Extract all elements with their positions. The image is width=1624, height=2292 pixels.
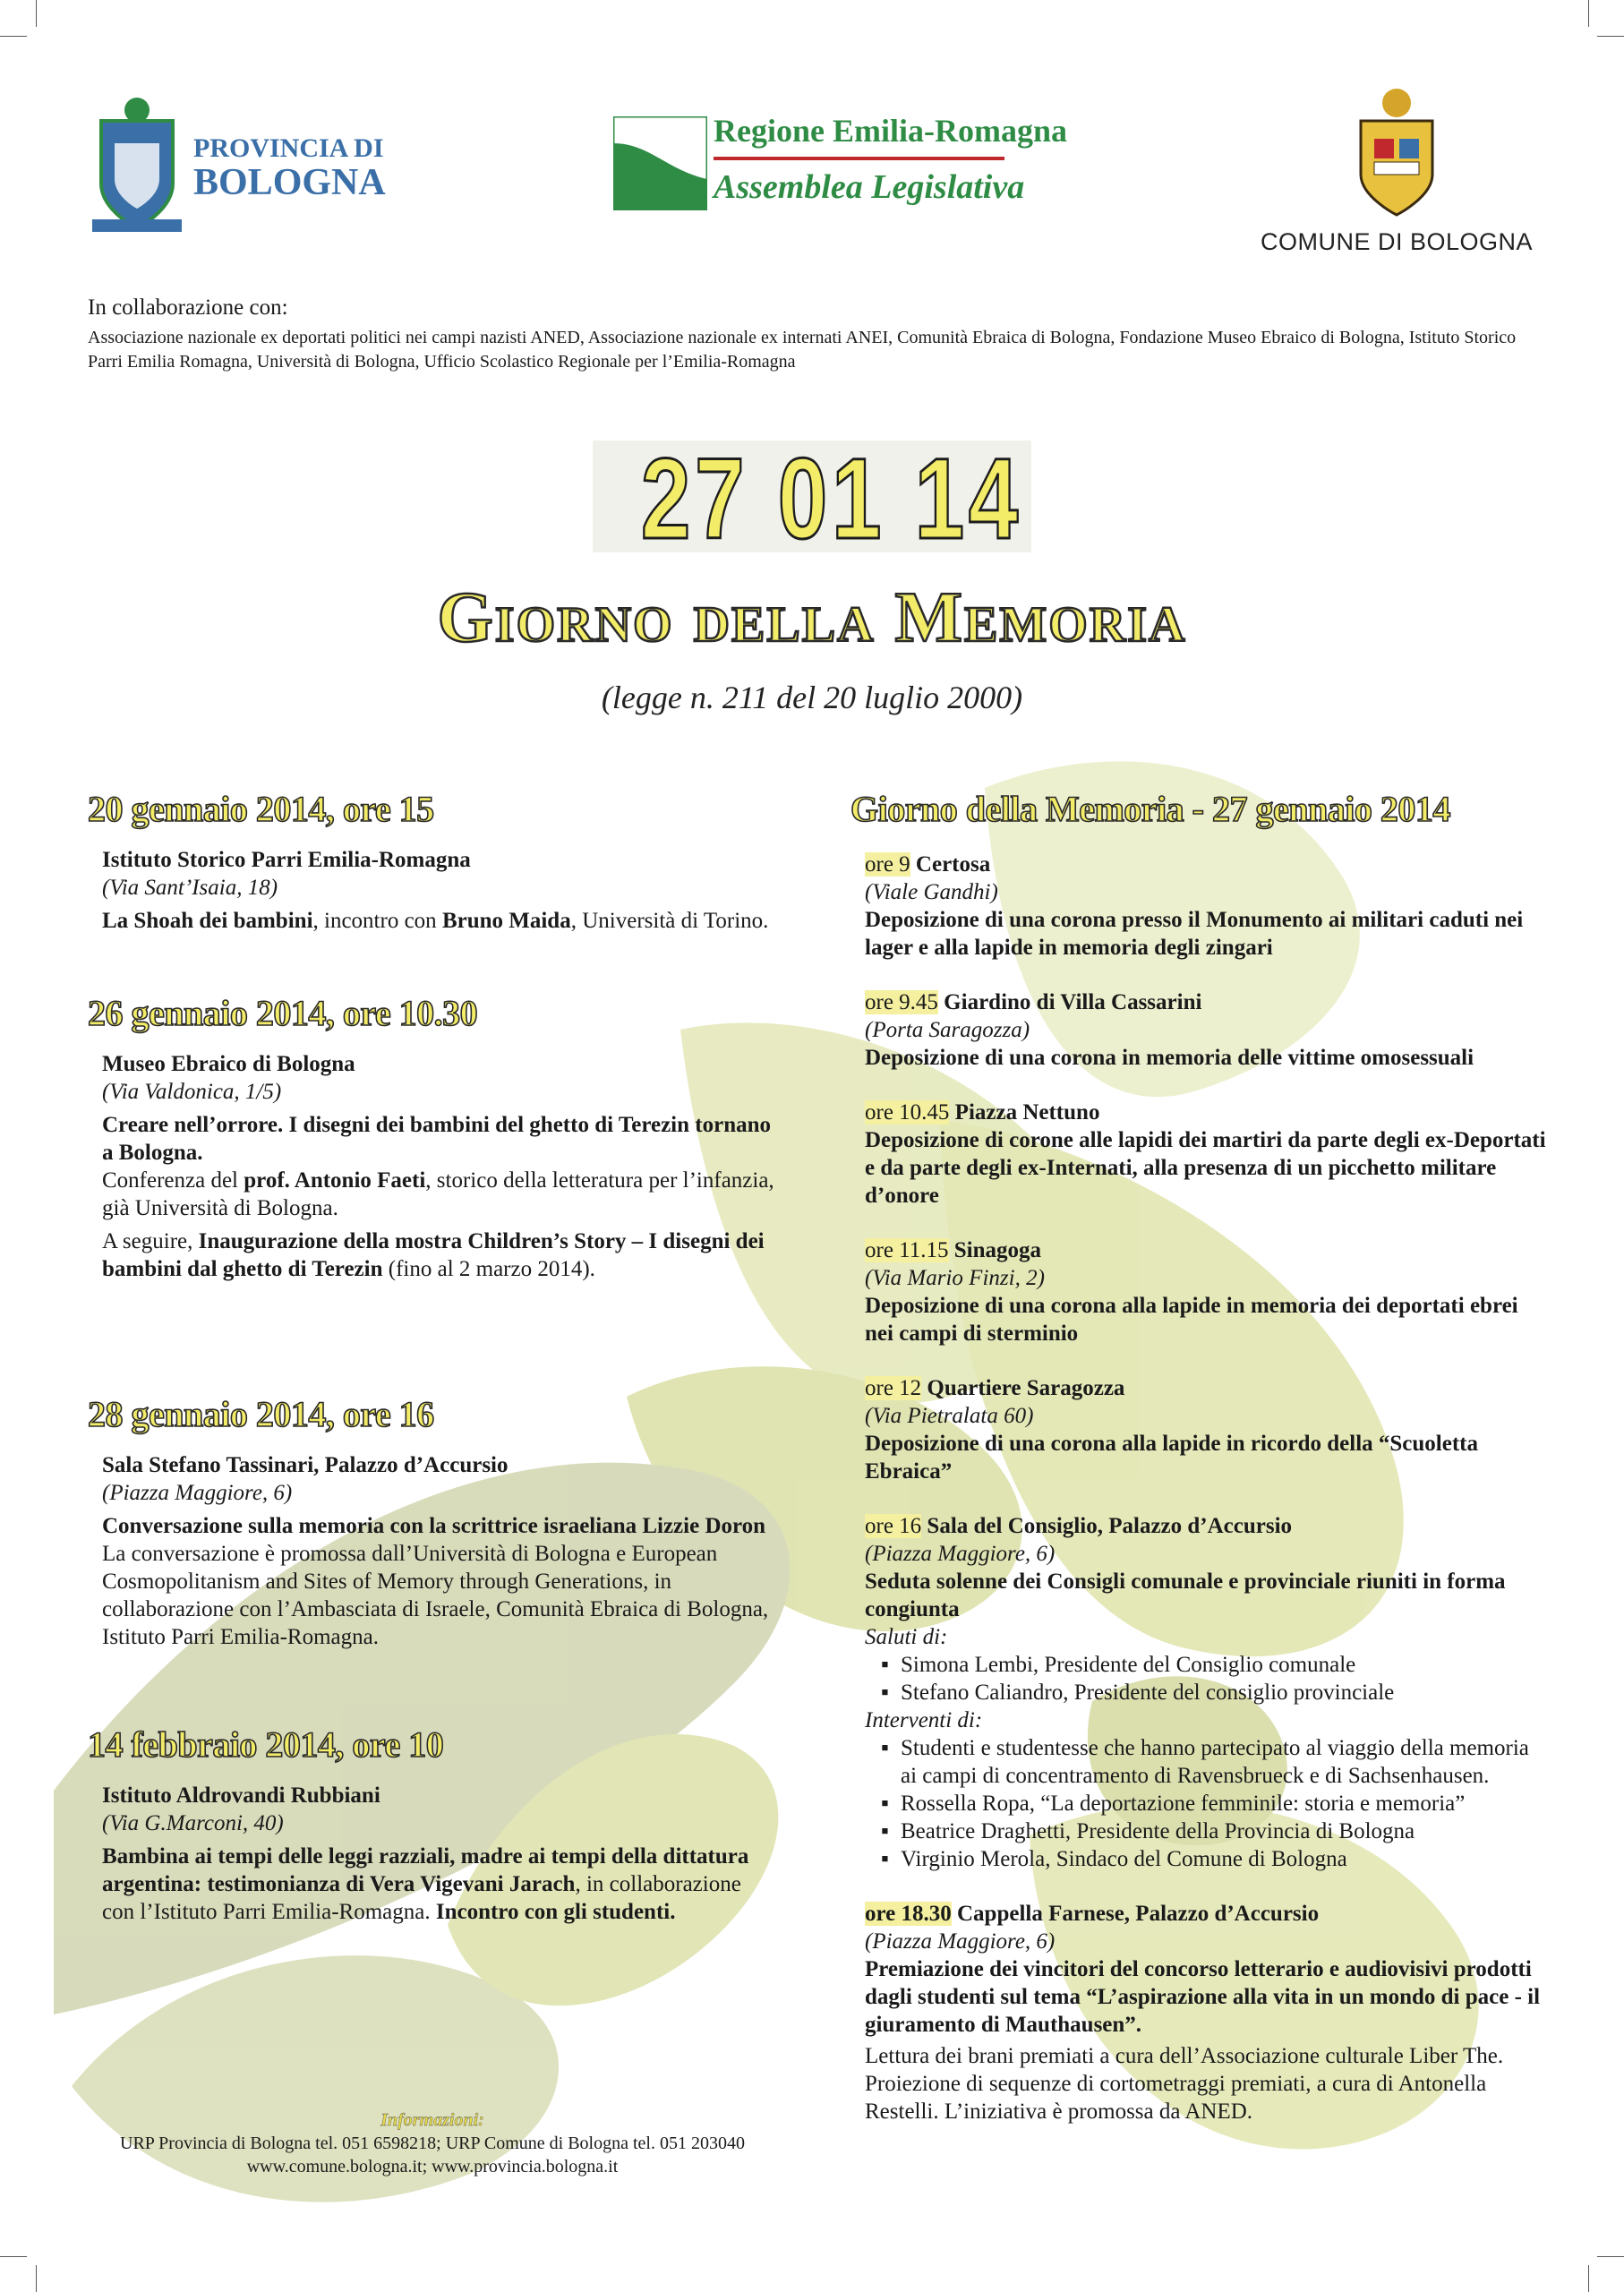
provincia-di-bologna-logo — [88, 94, 392, 246]
event-place: Certosa — [915, 852, 991, 877]
event-description: Deposizione di una corona presso il Monumento ai militari caduti nei lager e alla lapide in memoria degli zingari — [865, 908, 1524, 960]
comune-di-bologna-logo — [1249, 85, 1544, 264]
event-title: La Shoah dei bambini — [102, 909, 313, 933]
regione-emblem-icon — [613, 116, 707, 210]
schedule-item — [865, 1374, 1549, 1485]
event-address: (Via Valdonica, 1/5) — [102, 1080, 282, 1104]
right-column — [850, 788, 1549, 2220]
event-address: (Via Sant’Isaia, 18) — [102, 876, 278, 900]
comune-crest-icon — [1347, 85, 1446, 219]
event-text: A seguire, — [102, 1229, 199, 1253]
event-description — [102, 1227, 777, 1283]
event-description — [102, 1843, 777, 1926]
regione-divider — [714, 157, 1004, 160]
collaboration-title: In collaborazione con: — [88, 295, 288, 320]
info-section — [88, 2108, 777, 2178]
saluti-label: Saluti di: — [865, 1625, 948, 1649]
event-place: Quartiere Saragozza — [927, 1376, 1125, 1400]
event-address: (Piazza Maggiore, 6) — [865, 1542, 1056, 1566]
comune-label: COMUNE DI BOLOGNA — [1260, 228, 1534, 255]
event-place: Cappella Farnese, Palazzo d’Accursio — [957, 1902, 1320, 1926]
event-time: ore 10.45 — [865, 1100, 950, 1125]
event-description: Premiazione dei vincitori del concorso letterario e audiovisivi prodotti dagli studenti sul tema “L’aspirazione alla vita in un mondo di pace - il giuramento di Mauthausen”. — [865, 1957, 1541, 2037]
schedule-item — [865, 1900, 1549, 2125]
exhibition-title: Inaugurazione della mostra Children’s Story – I disegni dei bambini dal ghetto di Terezin — [102, 1229, 765, 1281]
event-text: , Università di Torino. — [570, 909, 769, 933]
event-heading: 26 gennaio 2014, ore 10.30 — [88, 993, 478, 1033]
event-address: (Via G.Marconi, 40) — [102, 1811, 284, 1835]
event-venue: Museo Ebraico di Bologna — [102, 1052, 355, 1076]
event-text: Conferenza del — [102, 1168, 244, 1193]
saluti-list — [865, 1651, 1549, 1706]
event-place: Giardino di Villa Cassarini — [944, 990, 1202, 1014]
schedule-item — [865, 1099, 1549, 1210]
provincia-line1: PROVINCIA DI — [193, 133, 384, 163]
event-heading: 28 gennaio 2014, ore 16 — [88, 1394, 434, 1434]
collaboration-body: Associazione nazionale ex deportati politici nei campi nazisti ANED, Associazione nazionale ex internati ANEI, Comunità Ebraica di Bologna, Fondazione Museo Ebraico di Bologna, Istituto Storico Parri Emilia Romagna, Università di Bologna, Ufficio Scolastico Regionale per l’Emilia-Romagna — [88, 328, 1517, 372]
event-description — [102, 907, 777, 935]
schedule-item — [865, 988, 1549, 1072]
regione-emilia-romagna-logo — [613, 112, 1067, 224]
schedule-item — [865, 1512, 1549, 1873]
event-text: , incontro con — [312, 909, 442, 933]
event-address: (Porta Saragozza) — [865, 1018, 1030, 1042]
provincia-crest-icon — [88, 94, 186, 237]
event-speaker: prof. Antonio Faeti — [244, 1168, 426, 1193]
event-note: Lettura dei brani premiati a cura dell’Associazione culturale Liber The. Proiezione di sequenze di cortometraggi premiati, a cura di Antonella Restelli. L’iniziativa è promossa da ANED. — [865, 2044, 1504, 2124]
event-text: , in collaborazione con l’Istituto Parri Emilia-Romagna. — [102, 1872, 741, 1924]
event-venue: Istituto Storico Parri Emilia-Romagna — [102, 848, 471, 872]
event-description: La conversazione è promossa dall’Università di Bologna e European Cosmopolitanism and Sites of Memory through Generations, in collaborazione con l’Ambasciata di Israele, Comunità Ebraica di Bologna, Istituto Parri Emilia-Romagna. — [102, 1542, 769, 1649]
event-block — [88, 788, 777, 935]
event-description: Deposizione di una corona alla lapide in memoria dei deportati ebrei nei campi di sterminio — [865, 1294, 1518, 1346]
event-address: (Piazza Maggiore, 6) — [865, 1929, 1056, 1954]
event-time: ore 9.45 — [865, 990, 938, 1014]
event-time: ore 16 — [865, 1514, 922, 1538]
page-title: Giorno della Memoria — [437, 578, 1187, 657]
regione-line2: Assemblea Legislativa — [714, 168, 1025, 206]
event-title: Conversazione sulla memoria con la scrittrice israeliana Lizzie Doron — [102, 1514, 766, 1538]
event-time: ore 11.15 — [865, 1238, 949, 1262]
event-note: Incontro con gli studenti. — [435, 1900, 676, 1924]
event-title: Bambina ai tempi delle leggi razziali, madre ai tempi della dittatura argentina: testimonianza di Vera Vigevani Jarach — [102, 1844, 749, 1896]
list-item: ▪ Virginio Merola, Sindaco del Comune di Bologna — [881, 1845, 1549, 1873]
schedule-item — [865, 851, 1549, 962]
event-address: (Viale Gandhi) — [865, 880, 998, 904]
collaboration-section — [88, 295, 1538, 374]
left-column — [88, 788, 777, 2131]
event-block — [88, 1723, 777, 1926]
schedule-item — [865, 1236, 1549, 1347]
list-item: ▪ Stefano Caliandro, Presidente del consiglio provinciale — [881, 1679, 1549, 1706]
event-description: Deposizione di corone alle lapidi dei martiri da parte degli ex-Deportati e da parte degli ex-Internati, alla presenza di un picchetto militare d’onore — [865, 1128, 1546, 1208]
law-reference: (legge n. 211 del 20 luglio 2000) — [601, 680, 1023, 715]
event-address: (Piazza Maggiore, 6) — [102, 1481, 293, 1505]
list-item: ▪ Simona Lembi, Presidente del Consiglio comunale — [881, 1651, 1549, 1679]
list-item: ▪ Rossella Ropa, “La deportazione femminile: storia e memoria” — [881, 1790, 1549, 1817]
event-time: ore 9 — [865, 852, 910, 877]
event-text: , storico della letteratura per l’infanzia, già Università di Bologna. — [102, 1168, 774, 1220]
right-heading: Giorno della Memoria - 27 gennaio 2014 — [850, 789, 1450, 829]
event-speaker: Bruno Maida — [441, 909, 571, 933]
event-description — [102, 1167, 777, 1222]
event-venue: Istituto Aldrovandi Rubbiani — [102, 1783, 380, 1808]
date-banner — [593, 435, 1031, 563]
event-venue: Sala Stefano Tassinari, Palazzo d’Accursio — [102, 1453, 509, 1477]
event-place: Piazza Nettuno — [954, 1100, 1100, 1125]
event-place: Sala del Consiglio, Palazzo d’Accursio — [927, 1514, 1293, 1538]
event-block — [88, 1393, 777, 1651]
list-item: ▪ Studenti e studentesse che hanno partecipato al viaggio della memoria ai campi di concentramento di Ravensbrueck e di Sachsenhausen. — [881, 1734, 1549, 1790]
event-time: ore 18.30 — [865, 1902, 952, 1926]
event-heading: 20 gennaio 2014, ore 15 — [88, 789, 434, 829]
interventi-list — [865, 1734, 1549, 1873]
provincia-line2: BOLOGNA — [193, 161, 386, 203]
info-title: Informazioni: — [380, 2110, 484, 2130]
info-websites: www.comune.bologna.it; www.provincia.bologna.it — [246, 2157, 619, 2177]
regione-line1: Regione Emilia-Romagna — [714, 113, 1067, 149]
event-description: Seduta solenne dei Consigli comunale e provinciale riuniti in forma congiunta — [865, 1569, 1506, 1621]
event-description: Deposizione di una corona alla lapide in ricordo della “Scuoletta Ebraica” — [865, 1432, 1478, 1484]
event-block — [88, 992, 777, 1283]
interventi-label: Interventi di: — [865, 1708, 983, 1732]
event-description: Deposizione di una corona in memoria delle vittime omosessuali — [865, 1046, 1474, 1070]
event-place: Sinagoga — [953, 1238, 1042, 1262]
list-item: ▪ Beatrice Draghetti, Presidente della Provincia di Bologna — [881, 1817, 1549, 1845]
event-title: Creare nell’orrore. I disegni dei bambini del ghetto di Terezin tornano a Bologna. — [102, 1113, 771, 1165]
event-date: 27 01 14 — [640, 435, 1022, 563]
event-time: ore 12 — [865, 1376, 922, 1400]
event-heading: 14 febbraio 2014, ore 10 — [88, 1724, 444, 1765]
info-contacts: URP Provincia di Bologna tel. 051 6598218; URP Comune di Bologna tel. 051 203040 — [120, 2134, 745, 2153]
event-text: (fino al 2 marzo 2014). — [382, 1257, 595, 1281]
event-address: (Via Pietralata 60) — [865, 1404, 1034, 1428]
event-address: (Via Mario Finzi, 2) — [865, 1266, 1045, 1290]
